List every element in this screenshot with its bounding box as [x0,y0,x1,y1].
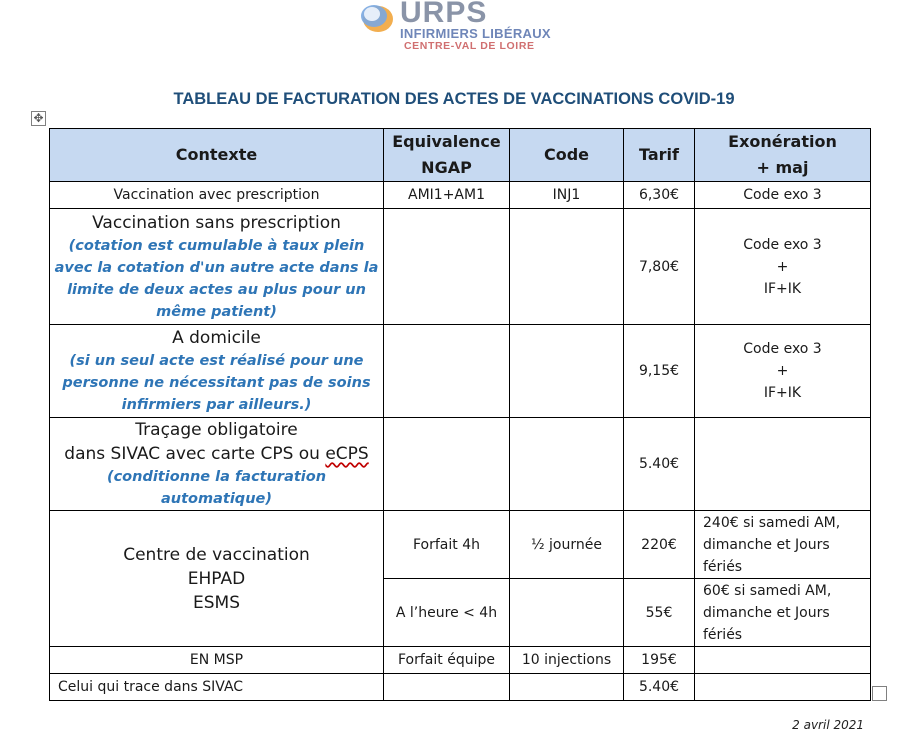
cell-code [510,674,624,701]
cell-exoneration: Code exo 3 [695,182,871,209]
cell-note: (conditionne la facturation automatique) [106,469,327,507]
cell-ngap [384,418,510,511]
table-row [50,511,871,579]
cell-note: (cotation est cumulable à taux plein avec la cotation d'un autre acte dans la limite de deux actes au plus pour un même patient) [54,237,379,320]
header-tarif: Tarif [624,129,695,182]
table-resize-handle-icon[interactable] [872,686,887,701]
cell-tarif: 220€ [624,511,695,579]
cell-ngap: Forfait équipe [384,647,510,674]
cell-ngap: AMI1+AM1 [384,182,510,209]
cell-exoneration: 240€ si samedi AM, dimanche et Jours fériés [695,511,871,579]
cell-exoneration [695,647,871,674]
table-header-row [50,129,871,182]
cell-tarif: 55€ [624,579,695,647]
logo-brand: URPS [400,0,488,29]
logo-subtitle: INFIRMIERS LIBÉRAUX [400,26,551,41]
cell-contexte: Traçage obligatoire dans SIVAC avec carte CPS ou eCPS (conditionne la facturation automatique) [50,418,384,511]
table-row [50,209,871,325]
table-row [50,418,871,511]
header-code: Code [510,129,624,182]
cell-code [510,209,624,325]
header-contexte: Contexte [50,129,384,182]
cell-ngap: A l’heure < 4h [384,579,510,647]
cell-exoneration: 60€ si samedi AM, dimanche et Jours fériés [695,579,871,647]
table-move-handle-icon[interactable]: ✥ [31,111,46,126]
cell-ngap [384,209,510,325]
cell-tarif: 195€ [624,647,695,674]
cell-tarif: 5.40€ [624,418,695,511]
spellcheck-word: eCPS [325,444,369,464]
table-row [50,674,871,701]
cell-exoneration [695,674,871,701]
cell-exoneration [695,418,871,511]
page-title: TABLEAU DE FACTURATION DES ACTES DE VACCINATIONS COVID-19 [173,90,735,108]
logo-region: CENTRE-VAL DE LOIRE [404,40,535,52]
urps-logo [360,0,570,50]
cell-ngap: Forfait 4h [384,511,510,579]
cell-tarif: 9,15€ [624,325,695,418]
cell-ngap [384,674,510,701]
cell-code: INJ1 [510,182,624,209]
logo-swirl-icon [360,2,400,36]
cell-code [510,325,624,418]
header-ngap: Equivalence NGAP [384,129,510,182]
footer-date: 2 avril 2021 [792,718,864,732]
cell-ngap [384,325,510,418]
header-exoneration: Exonération + maj [695,129,871,182]
cell-exoneration: Code exo 3 + IF+IK [695,209,871,325]
cell-contexte: A domicile (si un seul acte est réalisé pour une personne ne nécessitant pas de soins infirmiers par ailleurs.) [50,325,384,418]
cell-contexte: EN MSP [50,647,384,674]
cell-code [510,418,624,511]
cell-code: ½ journée [510,511,624,579]
cell-contexte: Celui qui trace dans SIVAC [50,674,384,701]
table-row [50,182,871,209]
table-row [50,325,871,418]
cell-tarif: 7,80€ [624,209,695,325]
cell-tarif: 5.40€ [624,674,695,701]
cell-contexte: Vaccination avec prescription [50,182,384,209]
billing-table [49,128,871,701]
cell-code [510,579,624,647]
cell-code: 10 injections [510,647,624,674]
cell-contexte: Vaccination sans prescription (cotation est cumulable à taux plein avec la cotation d'un autre acte dans la limite de deux actes au plus pour un même patient) [50,209,384,325]
cell-contexte: Centre de vaccination EHPAD ESMS [50,511,384,647]
cell-tarif: 6,30€ [624,182,695,209]
cell-note: (si un seul acte est réalisé pour une personne ne nécessitant pas de soins infirmiers par ailleurs.) [62,353,371,413]
table-row [50,647,871,674]
cell-exoneration: Code exo 3 + IF+IK [695,325,871,418]
